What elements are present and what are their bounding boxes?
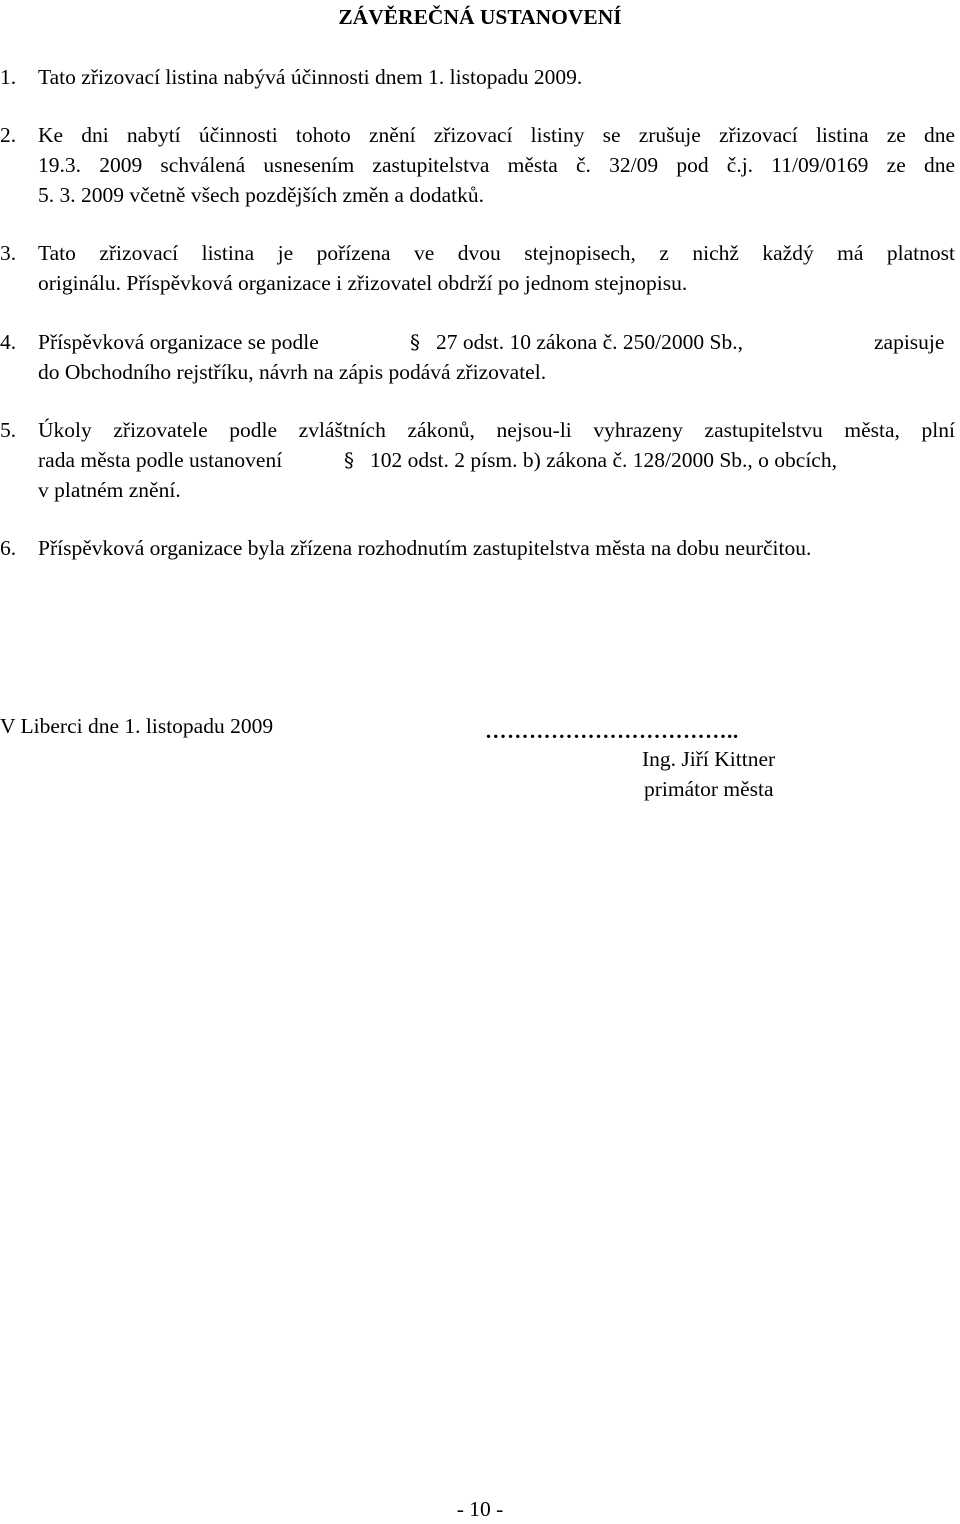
place-date: V Liberci dne 1. listopadu 2009 [0, 714, 274, 738]
signatory-role: primátor města [644, 777, 774, 801]
clause-number: 6. [0, 536, 17, 560]
clause-text-part: Příspěvková organizace se podle [38, 330, 319, 354]
clause-text-part: zapisuje [874, 330, 945, 354]
signature-line: …………………………….. [485, 719, 739, 743]
clause-3 [0, 238, 960, 298]
clause-text-line: v platném znění. [38, 478, 181, 502]
clause-text: Příspěvková organizace byla zřízena rozhodnutím zastupitelstva města na dobu neurčitou. [38, 536, 812, 560]
clause-text-part: 102 odst. 2 písm. b) zákona č. 128/2000 Sb., o obcích, [370, 448, 837, 472]
clause-text: Tato zřizovací listina nabývá účinnosti dnem 1. listopadu 2009. [38, 65, 583, 89]
section-sign: § [410, 330, 420, 354]
clause-2 [0, 120, 960, 210]
clause-5 [0, 415, 960, 505]
clause-number: 2. [0, 123, 17, 147]
clause-number: 4. [0, 330, 17, 354]
clause-text-part: 27 odst. 10 zákona č. 250/2000 Sb., [436, 330, 743, 354]
clause-text-part: rada města podle ustanovení [38, 448, 283, 472]
clause-4 [0, 327, 960, 387]
clause-number: 1. [0, 65, 17, 89]
clause-6 [0, 533, 960, 563]
signatory-name: Ing. Jiří Kittner [642, 747, 776, 771]
clause-text-line: do Obchodního rejstříku, návrh na zápis podává zřizovatel. [38, 360, 547, 384]
clause-number: 5. [0, 418, 17, 442]
section-heading: ZÁVĚREČNÁ USTANOVENÍ [338, 5, 622, 29]
clause-text-line: Tato zřizovací listina je pořízena ve dvou stejnopisech, z nichž každý má platnost [38, 241, 955, 265]
clause-text-line: Úkoly zřizovatele podle zvláštních zákonů, nejsou-li vyhrazeny zastupitelstvu města, plní [38, 418, 955, 442]
clause-1 [0, 62, 960, 92]
section-sign: § [344, 448, 354, 472]
clause-text-line: originálu. Příspěvková organizace i zřizovatel obdrží po jednom stejnopisu. [38, 271, 688, 295]
clause-text-line: 5. 3. 2009 včetně všech pozdějších změn a dodatků. [38, 183, 484, 207]
page-number: - 10 - [456, 1497, 504, 1521]
clause-text-line: Ke dni nabytí účinnosti tohoto znění zřizovací listiny se zrušuje zřizovací listina ze dne [38, 123, 955, 147]
clause-text-line: 19.3. 2009 schválená usnesením zastupitelstva města č. 32/09 pod č.j. 11/09/0169 ze dne [38, 153, 955, 177]
clause-number: 3. [0, 241, 17, 265]
